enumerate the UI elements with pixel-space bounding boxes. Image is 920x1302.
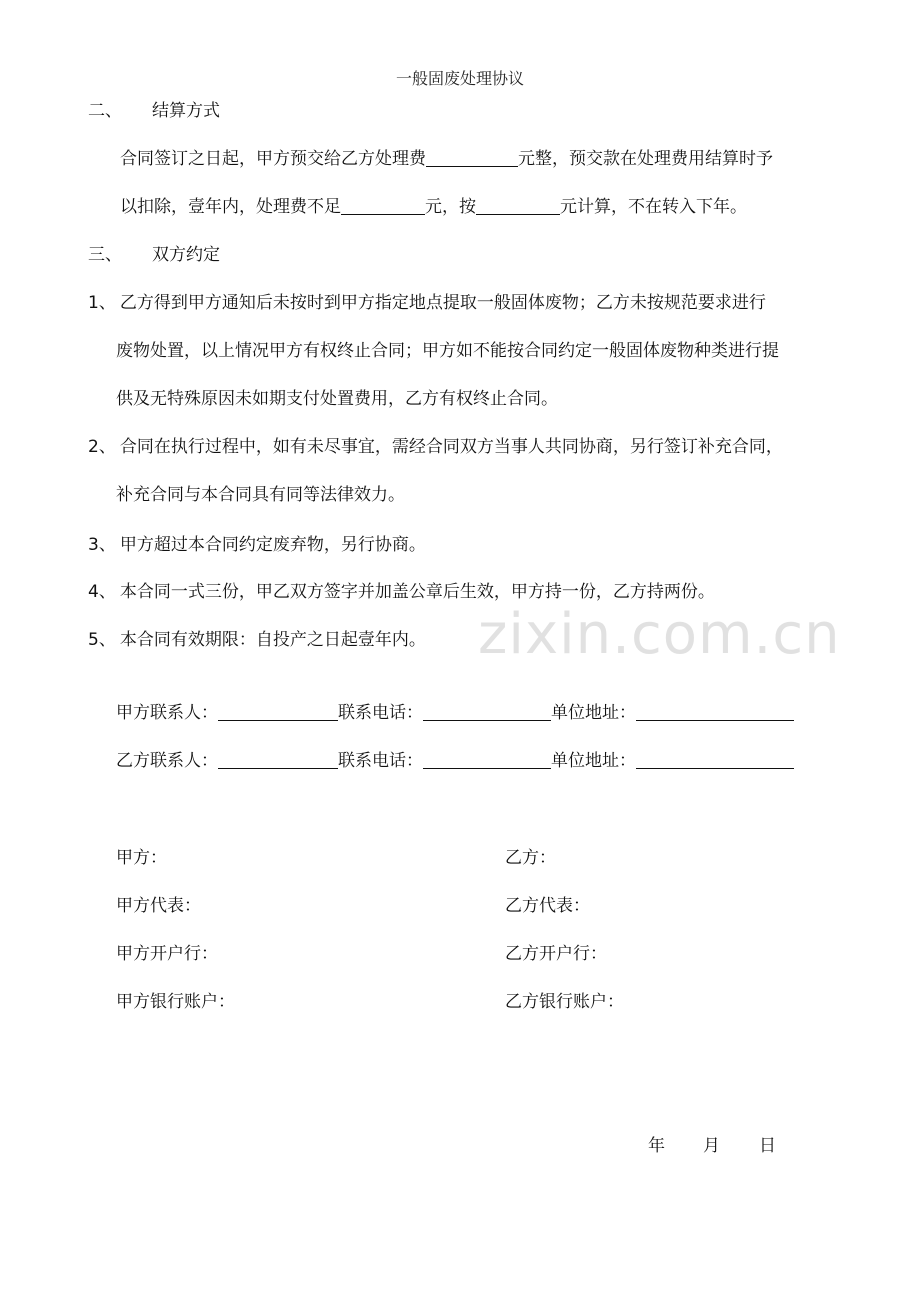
party-b-contact-row [116,749,794,773]
party-b-phone-blank[interactable] [423,750,551,769]
clause-2-line-1 [88,435,783,459]
calc-fee-blank [476,196,560,215]
section3-heading-row [88,243,220,267]
clause-4-line-1 [88,580,715,604]
clause-2-text: 合同在执行过程中，如有未尽事宜，需经合同双方当事人共同协商，另行签订补充合同， [119,437,783,457]
party-a-representative-label: 甲方代表： [116,896,201,916]
clause-4-text: 本合同一式三份，甲乙双方签字并加盖公章后生效，甲方持一份，乙方持两份。 [119,582,715,602]
party-a-name-label: 甲方： [116,848,167,868]
clause-1-line-2 [116,339,779,363]
clause-2-number: 2、 [88,437,116,457]
party-b-name-label: 乙方： [505,848,556,868]
section2-line1 [120,147,773,171]
party-a-contact-row [116,701,794,725]
clause-2-line-2 [116,483,405,507]
party-b-address-label: 单位地址： [551,751,636,771]
party-a-phone-blank[interactable] [423,702,551,721]
section3-heading: 双方约定 [152,245,220,265]
party-a-contact-label: 甲方联系人： [116,703,218,723]
document-title: 一般固废处理协议 [395,69,524,88]
date-day: 日 [759,1136,776,1156]
clause-1-number: 1、 [88,293,116,313]
party-a-phone-label: 联系电话： [338,703,423,723]
section2-heading: 结算方式 [152,101,220,121]
clause-3-line-1 [88,533,426,557]
clause-1-text: 乙方得到甲方通知后未按时到甲方指定地点提取一般固体废物；乙方未按规范要求进行 [119,293,766,313]
date-year: 年 [648,1136,665,1156]
clause-1-line-3 [116,387,558,411]
clause-3-text: 甲方超过本合同约定废弃物，另行协商。 [119,535,426,555]
section2-line2-text-c: 元计算，不在转入下年。 [560,197,747,217]
party-b-account-label: 乙方银行账户： [505,992,624,1012]
party-b-phone-label: 联系电话： [338,751,423,771]
section2-line1-text-b: 元整，预交款在处理费用结算时予 [518,149,773,169]
section3-number: 三、 [88,245,122,265]
section2-number: 二、 [88,101,122,121]
clause-3-number: 3、 [88,535,116,555]
date-month: 月 [703,1136,720,1156]
party-a-address-blank[interactable] [636,702,794,721]
party-a-contact-blank[interactable] [218,702,338,721]
clause-5-text: 本合同有效期限：自投产之日起壹年内。 [119,630,426,650]
prepay-amount-blank [426,148,518,167]
party-b-contact-label: 乙方联系人： [116,751,218,771]
section2-line2-text-b: 元，按 [425,197,476,217]
party-b-bank-label: 乙方开户行： [505,944,607,964]
clause-4-number: 4、 [88,582,116,602]
clause-1-text-cont: 废物处置，以上情况甲方有权终止合同；甲方如不能按合同约定一般固体废物种类进行提 [116,341,779,361]
clause-1-line-1 [88,291,766,315]
party-b-contact-blank[interactable] [218,750,338,769]
clause-5-line-1 [88,628,426,652]
min-fee-blank [341,196,425,215]
clause-5-number: 5、 [88,630,116,650]
party-b-address-blank[interactable] [636,750,794,769]
party-a-bank-label: 甲方开户行： [116,944,218,964]
watermark: zixin.com.cn [478,602,841,667]
party-a-address-label: 单位地址： [551,703,636,723]
clause-2-text-cont: 补充合同与本合同具有同等法律效力。 [116,485,405,505]
section2-line1-text-a: 合同签订之日起，甲方预交给乙方处理费 [120,149,426,169]
section2-line2-text-a: 以扣除，壹年内，处理费不足 [120,197,341,217]
section2-line2 [120,195,747,219]
clause-1-text-cont: 供及无特殊原因未如期支付处置费用，乙方有权终止合同。 [116,389,558,409]
section2-heading-row [88,99,220,123]
party-b-representative-label: 乙方代表： [505,896,590,916]
party-a-account-label: 甲方银行账户： [116,992,235,1012]
